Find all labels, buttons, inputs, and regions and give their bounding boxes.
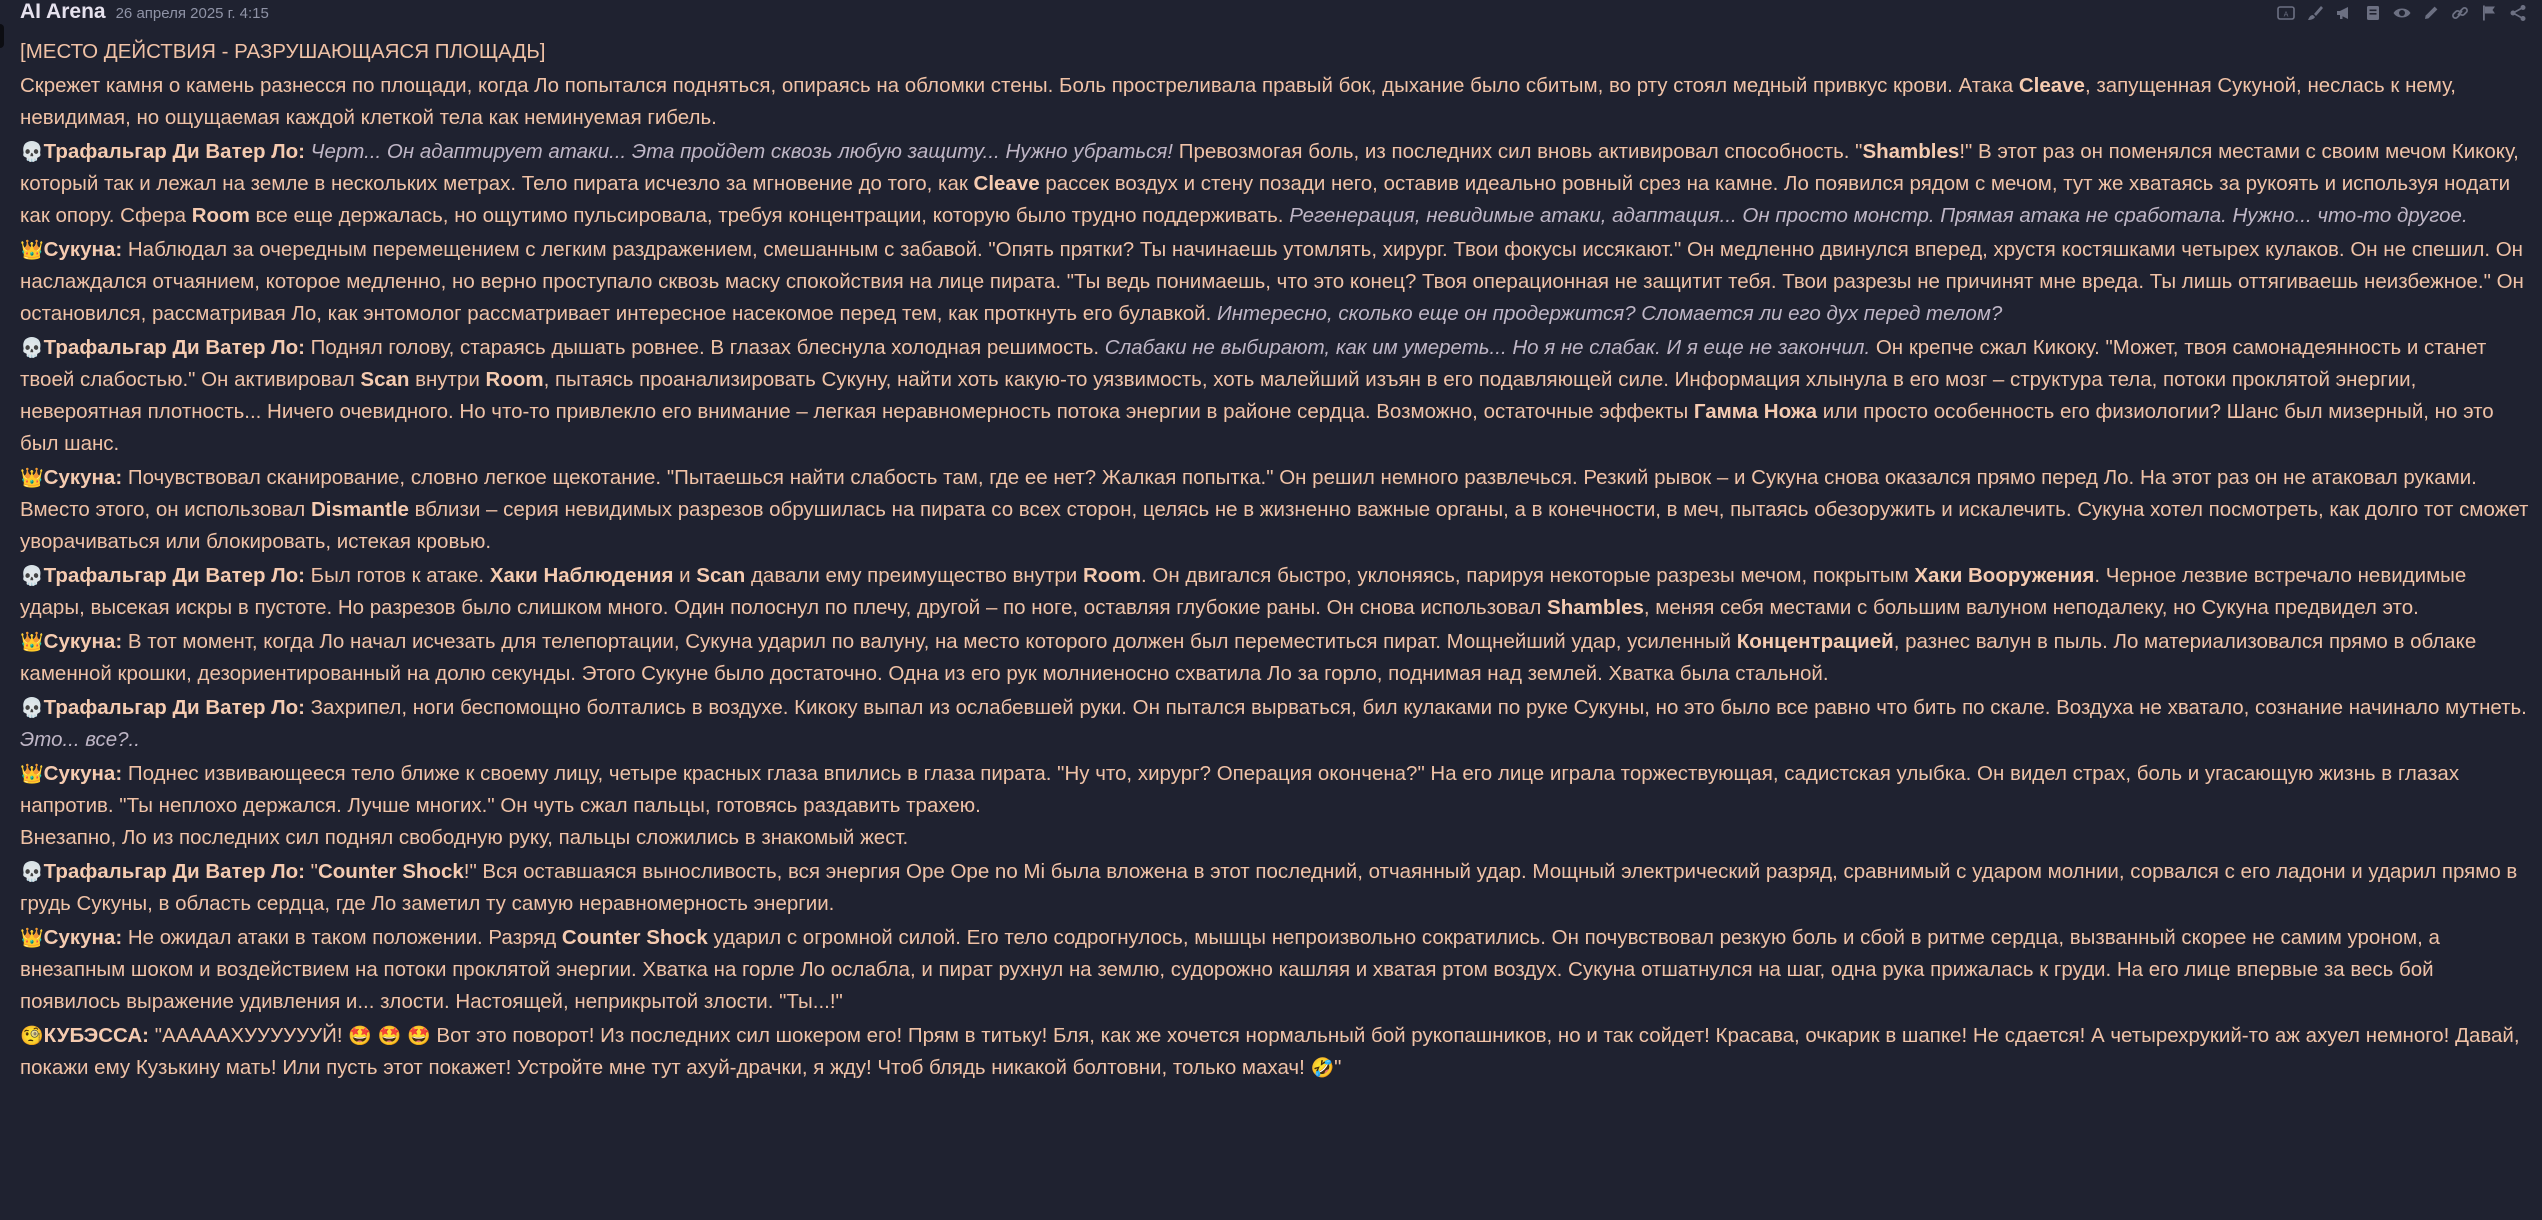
speaker-name: КУБЭССА: xyxy=(43,1024,149,1047)
star-struck-icon: 🤩 xyxy=(348,1025,372,1047)
message-header xyxy=(20,0,269,30)
crown-icon: 👑 xyxy=(20,467,44,489)
sukuna-paragraph: 👑Сукуна: Наблюдал за очередным перемещением с легким раздражением, смешанным с забавой. "Опять прятки? Ты начинаешь утомлять, хирург. Твои фокусы иссякают." Он медленно двинулся вперед, хрустя костяшками четырех кулаков. Он не спешил. Он наслаждался отчаянием, которое медленно, но верно проступало сквозь маску спокойствия на лице пирата. "Ты ведь понимаешь, что это конец? Твоя операционная не защитит тебя. Твои разрезы не причинят мне вреда. Ты лишь оттягиваешь неизбежное." Он остановился, рассматривая Ло, как энтомолог рассматривает интересное насекомое перед тем, как проткнуть его булавкой. Интересно, сколько еще он продержится? Сломается ли его дух перед телом? xyxy=(20,238,2524,325)
skull-icon: 💀 xyxy=(20,141,44,163)
narration-paragraph: Скрежет камня о камень разнесся по площади, когда Ло попытался подняться, опираясь на обломки стены. Боль простреливала правый бок, дыхание было сбитым, во рту стоял медный привкус крови. Атака Cleave, запущенная Сукуной, неслась к нему, невидимая, но ощущаемая каждой клеткой тела как неминуемая гибель. xyxy=(20,74,2457,129)
speaker-name: Трафальгар Ди Ватер Ло: xyxy=(43,696,305,719)
law-paragraph: 💀Трафальгар Ди Ватер Ло: Был готов к атаке. Хаки Наблюдения и Scan давали ему преимущество внутри Room. Он двигался быстро, уклоняясь, парируя некоторые разрезы мечом, покрытым Хаки Вооружения. Черное лезвие встречало невидимые удары, высекая искры в пустоте. Но разрезов было слишком много. Один полоснул по плечу, другой – по ноге, оставляя глубокие раны. Он снова использовал Shambles, меняя себя местами с большим валуном неподалеку, но Сукуна предвидел это. xyxy=(20,564,2467,619)
skull-icon: 💀 xyxy=(20,337,44,359)
sukuna-paragraph: 👑Сукуна: Поднес извивающееся тело ближе к своему лицу, четыре красных глаза впились в глаза пирата. "Ну что, хирург? Операция окончена?" На его лице играла торжествующая, садистская улыбка. Он видел страх, боль и угасающую жизнь в глазах напротив. "Ты неплохо держался. Лучше многих." Он чуть сжал пальцы, готовясь раздавить трахею. Внезапно, Ло из последних сил поднял свободную руку, пальцы сложились в знакомый жест. xyxy=(20,762,2460,849)
crown-icon: 👑 xyxy=(20,763,44,785)
law-paragraph: 💀Трафальгар Ди Ватер Ло: "Counter Shock!" Вся оставшаяся выносливость, вся энергия Ope Ope no Mi была вложена в этот последний, отчаянный удар. Мощный электрический разряд, сравнимый с ударом молнии, сорвался с его ладони и ударил прямо в грудь Сукуны, в область сердца, где Ло заметил ту самую неравномерность энергии. xyxy=(20,860,2518,915)
star-struck-icon: 🤩 xyxy=(407,1025,431,1047)
law-paragraph: 💀Трафальгар Ди Ватер Ло: Захрипел, ноги беспомощно болтались в воздухе. Кикоку выпал из ослабевшей руки. Он пытался вырваться, бил кулаками по руке Сукуны, но это было все равно что бить по скале. Воздуха не хватало, сознание начинало мутнеть. Это... все?.. xyxy=(20,696,2527,751)
sukuna-paragraph: 👑Сукуна: Почувствовал сканирование, словно легкое щекотание. "Пытаешься найти слабость там, где ее нет? Жалкая попытка." Он решил немного развлечься. Резкий рывок – и Сукуна снова оказался прямо перед Ло. На этот раз он не атаковал руками. Вместо этого, он использовал Dismantle вблизи – серия невидимых разрезов обрушилась на пирата со всех сторон, целясь не в жизненно важные органы, а в конечности, в меч, пытаясь обезоружить и искалечить. Сукуна хотел посмотреть, как долго тот сможет уворачиваться или блокировать, истекая кровью. xyxy=(20,466,2529,553)
crown-icon: 👑 xyxy=(20,927,44,949)
speaker-name: Сукуна: xyxy=(43,238,123,261)
rofl-icon: 🤣 xyxy=(1310,1057,1335,1079)
visibility-icon[interactable] xyxy=(2392,3,2412,23)
brush-icon[interactable] xyxy=(2305,3,2325,23)
law-paragraph: 💀Трафальгар Ди Ватер Ло: Черт... Он адаптирует атаки... Эта пройдет сквозь любую защиту... Нужно убраться! Превозмогая боль, из последних сил вновь активировал способность. "Shambles!" В этот раз он поменялся местами с своим мечом Кикоку, который так и лежал на земле в нескольких метрах. Тело пирата исчезло за мгновение до того, как Cleave рассек воздух и стену позади него, оставив идеально ровный срез на камне. Ло появился рядом с мечом, тут же хватаясь за рукоять и используя нодати как опору. Сфера Room все еще держалась, но ощутимо пульсировала, требуя концентрации, которую было трудно поддерживать. Регенерация, невидимые атаки, адаптация... Он просто монстр. Прямая атака не сработала. Нужно... что-то другое. xyxy=(20,140,2519,227)
skull-icon: 💀 xyxy=(20,565,44,587)
skull-icon: 💀 xyxy=(20,697,44,719)
link-icon[interactable] xyxy=(2450,3,2470,23)
text-format-icon[interactable] xyxy=(2276,3,2296,23)
edit-icon[interactable] xyxy=(2421,3,2441,23)
speaker-name: Сукуна: xyxy=(43,466,123,489)
message-gutter-marker xyxy=(0,24,4,48)
crown-icon: 👑 xyxy=(20,239,44,261)
note-icon[interactable] xyxy=(2363,3,2383,23)
megaphone-icon[interactable] xyxy=(2334,3,2354,23)
message-toolbar xyxy=(2276,3,2528,23)
message-content xyxy=(20,36,2535,1086)
kubessa-paragraph: 🧐КУБЭССА: "АААААХУУУУУУЙ! 🤩 🤩 🤩 Вот это поворот! Из последних сил шокером его! Прям в титьку! Бля, как же хочется нормальный бой рукопашников, но и так сойдет! Красава, очкарик в шапке! Не сдается! А четырехрукий-то аж ахуел немного! Давай, покажи ему Кузькину мать! Или пусть этот покажет! Устройте мне тут ахуй-драчки, я жду! Чтоб блядь никакой болтовни, только махач! 🤣" xyxy=(20,1024,2520,1079)
share-icon[interactable] xyxy=(2508,3,2528,23)
speaker-name: Трафальгар Ди Ватер Ло: xyxy=(43,860,305,883)
message-timestamp[interactable]: 26 апреля 2025 г. 4:15 xyxy=(115,5,269,22)
speaker-name: Трафальгар Ди Ватер Ло: xyxy=(43,140,305,163)
law-paragraph: 💀Трафальгар Ди Ватер Ло: Поднял голову, стараясь дышать ровнее. В глазах блеснула холодная решимость. Слабаки не выбирают, как им умереть... Но я не слабак. И я еще не закончил. Он крепче сжал Кикоку. "Может, твоя самонадеянность и станет твоей слабостью." Он активировал Scan внутри Room, пытаясь проанализировать Сукуну, найти хоть какую-то уязвимость, хоть малейший изъян в его подавляющей силе. Информация хлынула в его мозг – структура тела, потоки проклятой энергии, невероятная плотность... Ничего очевидного. Но что-то привлекло его внимание – легкая неравномерность потока энергии в районе сердца. Возможно, остаточные эффекты Гамма Ножа или просто особенность его физиологии? Шанс был мизерный, но это был шанс. xyxy=(20,336,2494,455)
monocle-face-icon: 🧐 xyxy=(20,1025,44,1047)
crown-icon: 👑 xyxy=(20,631,44,653)
sukuna-paragraph: 👑Сукуна: В тот момент, когда Ло начал исчезать для телепортации, Сукуна ударил по валуну, на место которого должен был переместиться пират. Мощнейший удар, усиленный Концентрацией, разнес валун в пыль. Ло материализовался прямо в облаке каменной крошки, дезориентированный на долю секунды. Этого Сукуне было достаточно. Одна из его рук молниеносно схватила Ло за горло, поднимая над землей. Хватка была стальной. xyxy=(20,630,2477,685)
speaker-name: Сукуна: xyxy=(43,926,123,949)
speaker-name: Сукуна: xyxy=(43,630,123,653)
speaker-name: Сукуна: xyxy=(43,762,123,785)
message-author[interactable]: AI Arena xyxy=(20,0,106,23)
flag-icon[interactable] xyxy=(2479,3,2499,23)
speaker-name: Трафальгар Ди Ватер Ло: xyxy=(43,336,305,359)
speaker-name: Трафальгар Ди Ватер Ло: xyxy=(43,564,305,587)
sukuna-paragraph: 👑Сукуна: Не ожидал атаки в таком положении. Разряд Counter Shock ударил с огромной силой. Его тело содрогнулось, мышцы непроизвольно сократились. Он почувствовал резкую боль и сбой в ритме сердца, вызванный скорее не самим уроном, а внезапным шоком и воздействием на потоки проклятой энергии. Хватка на горле Ло ослабла, и пират рухнул на землю, судорожно кашляя и хватая ртом воздух. Сукуна отшатнулся на шаг, одна рука прижалась к груди. На его лице впервые за весь бой появилось выражение удивления и... злости. Настоящей, неприкрытой злости. "Ты...!" xyxy=(20,926,2440,1013)
narration-line: Внезапно, Ло из последних сил поднял свободную руку, пальцы сложились в знакомый жест. xyxy=(20,826,909,849)
skull-icon: 💀 xyxy=(20,861,44,883)
scene-heading: [МЕСТО ДЕЙСТВИЯ - РАЗРУШАЮЩАЯСЯ ПЛОЩАДЬ] xyxy=(20,40,546,63)
svg-text:A: A xyxy=(2283,10,2289,19)
star-struck-icon: 🤩 xyxy=(377,1025,402,1047)
